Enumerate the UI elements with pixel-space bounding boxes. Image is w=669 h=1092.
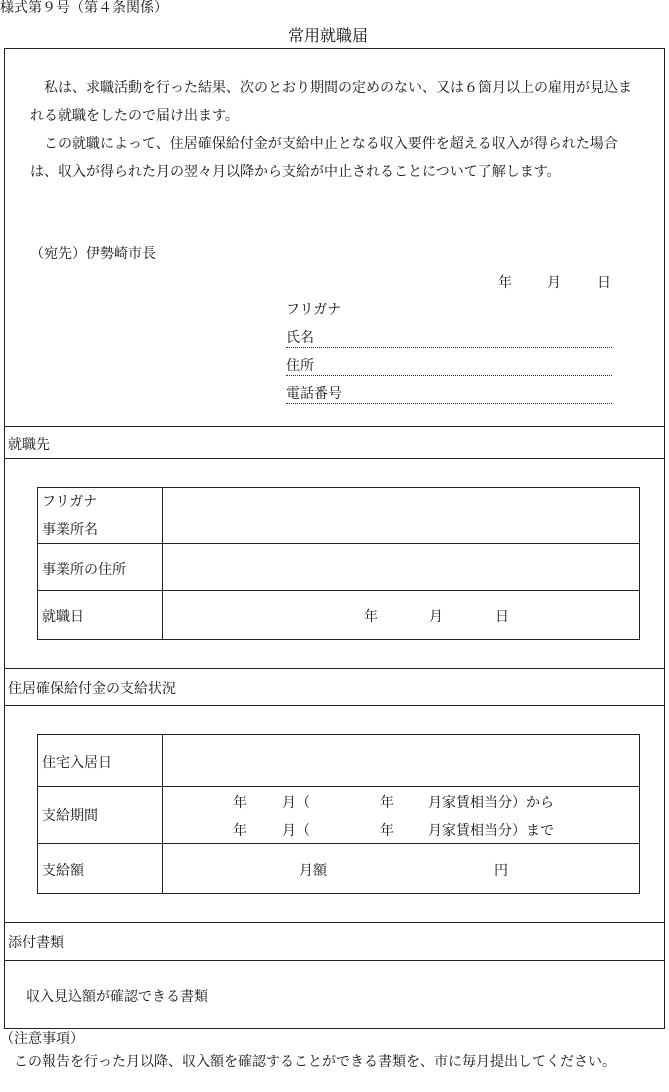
divider-attachments-top: [4, 922, 665, 923]
date-month-label: 月: [547, 275, 561, 291]
company-furigana-label: フリガナ: [42, 494, 98, 510]
page-title: 常用就職届: [288, 26, 369, 45]
notes-title: （注意事項）: [0, 1031, 84, 1047]
employment-table-column-divider: [162, 487, 163, 640]
applicant-furigana-label: フリガナ: [286, 302, 342, 318]
start-date-day: 日: [495, 609, 509, 625]
divider-attachments-header: [4, 960, 665, 961]
declaration-text: [30, 74, 642, 186]
attachments-section-title: 添付書類: [8, 935, 64, 951]
monthly-amount-label: 月額: [299, 863, 327, 879]
applicant-address-field[interactable]: [286, 375, 612, 376]
start-date-year: 年: [364, 609, 378, 625]
benefit-table: [37, 734, 640, 894]
addressee: （宛先）伊勢崎市長: [30, 246, 156, 262]
benefit-table-row-divider-2: [37, 843, 640, 844]
period-from-month: 月（: [282, 795, 310, 811]
date-day-label: 日: [597, 275, 611, 291]
applicant-name-field[interactable]: [286, 347, 612, 348]
benefit-section-title: 住居確保給付金の支給状況: [8, 681, 176, 697]
move-in-date-label: 住宅入居日: [42, 755, 112, 771]
company-name-label: 事業所名: [42, 522, 98, 538]
declaration-paragraph-1: 私は、求職活動を行った結果、次のとおり期間の定めのない、又は６箇月以上の雇用が見込まれる就職をしたので届け出ます。: [30, 80, 632, 124]
applicant-phone-field[interactable]: [286, 403, 612, 404]
divider-benefit-top: [4, 668, 665, 669]
period-to-year: 年: [233, 823, 247, 839]
payment-period-label: 支給期間: [42, 808, 98, 824]
period-from-rent-month: 月家賃相当分）から: [428, 795, 554, 811]
date-year-label: 年: [498, 275, 512, 291]
benefit-table-column-divider: [162, 734, 163, 894]
start-date-month: 月: [429, 609, 443, 625]
employment-table-row-divider-2: [37, 590, 640, 591]
start-date-label: 就職日: [42, 609, 84, 625]
period-from-year: 年: [233, 795, 247, 811]
applicant-address-label: 住所: [286, 358, 314, 374]
employment-section-title: 就職先: [8, 437, 50, 453]
applicant-name-label: 氏名: [286, 330, 314, 346]
applicant-phone-label: 電話番号: [286, 386, 342, 402]
period-to-rent-year: 年: [380, 823, 394, 839]
form-number: 様式第９号（第４条関係）: [0, 0, 168, 16]
yen-label: 円: [494, 863, 508, 879]
employment-table: [37, 487, 640, 640]
divider-employment-header: [4, 458, 665, 459]
divider-employment-top: [4, 426, 665, 427]
period-to-rent-month: 月家賃相当分）まで: [428, 823, 554, 839]
employment-table-row-divider-1: [37, 543, 640, 544]
period-to-month: 月（: [282, 823, 310, 839]
payment-amount-label: 支給額: [42, 863, 84, 879]
period-from-rent-year: 年: [380, 795, 394, 811]
benefit-table-row-divider-1: [37, 786, 640, 787]
divider-benefit-header: [4, 705, 665, 706]
declaration-paragraph-2: この就職によって、住居確保給付金が支給中止となる収入要件を超える収入が得られた場合は、収入が得られた月の翌々月以降から支給が中止されることについて了解します。: [30, 136, 618, 180]
attachments-content: 収入見込額が確認できる書類: [26, 989, 208, 1005]
company-address-label: 事業所の住所: [42, 562, 126, 578]
notes-text: この報告を行った月以降、収入額を確認することができる書類を、市に毎月提出してください。: [14, 1054, 616, 1070]
